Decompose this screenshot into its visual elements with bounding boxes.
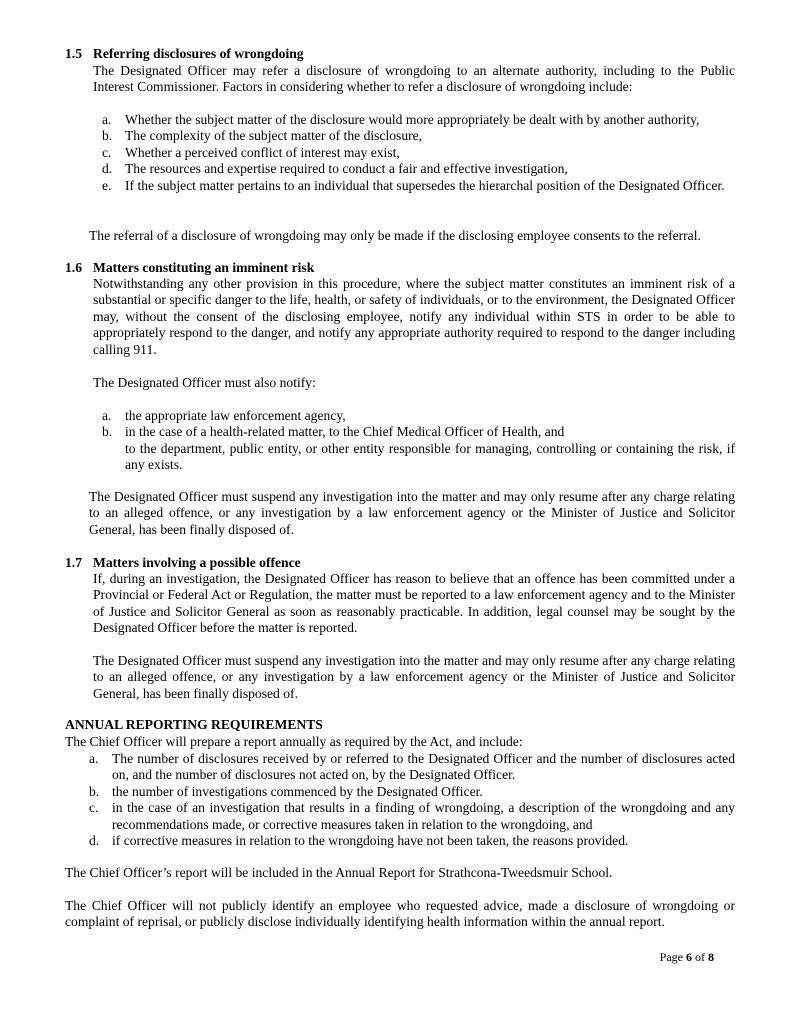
list-label: c. xyxy=(102,144,112,160)
page-total: 8 xyxy=(708,950,714,964)
section-1-5-list xyxy=(93,112,735,194)
annual-reporting-intro: The Chief Officer will prepare a report annually as required by the Act, and include: xyxy=(65,734,523,749)
list-label: a. xyxy=(102,408,112,423)
annual-report-paragraph: The Chief Officer’s report will be included in the Annual Report for Strathcona-Tweedsmuir School. xyxy=(65,865,613,880)
section-1-6-closing: The Designated Officer must suspend any investigation into the matter and may only resume after any charge relating to an alleged offence, or any investigation by a law enforcement agency or the Minister of Justice and Solicitor General, has been finally disposed of. xyxy=(89,489,735,537)
section-title: Referring disclosures of wrongdoing xyxy=(93,46,304,61)
section-1-6-list xyxy=(93,408,735,474)
list-item xyxy=(80,833,735,849)
list-text: if corrective measures in relation to the wrongdoing have not been taken, the reasons provided. xyxy=(112,833,629,849)
section-number: 1.5 xyxy=(65,46,82,61)
list-text: the number of investigations commenced by the Designated Officer. xyxy=(112,783,483,799)
list-label: a. xyxy=(89,751,99,766)
list-item xyxy=(93,161,735,177)
privacy-paragraph: The Chief Officer will not publicly identify an employee who requested advice, made a disclosure of wrongdoing or complaint of reprisal, or publicly disclose individually identifying health information within the annual report. xyxy=(65,898,735,930)
list-label: e. xyxy=(102,177,112,193)
list-text: Whether a perceived conflict of interest may exist, xyxy=(125,144,400,160)
section-title: Matters constituting an imminent risk xyxy=(93,260,315,275)
list-item xyxy=(93,112,735,128)
list-label: d. xyxy=(89,833,100,849)
list-item xyxy=(93,128,735,144)
list-item-continuation xyxy=(93,441,735,474)
section-1-5-intro: The Designated Officer may refer a disclosure of wrongdoing to an alternate authority, including to the Public Interest Commissioner. Factors in considering whether to refer a disclosure of wrongdoing include: xyxy=(93,63,735,95)
list-item xyxy=(80,751,735,784)
list-label: d. xyxy=(102,161,113,177)
section-1-6-notify-intro: The Designated Officer must also notify: xyxy=(93,375,316,390)
list-item xyxy=(80,784,735,800)
list-label: b. xyxy=(102,424,113,440)
section-1-6-heading xyxy=(65,260,735,276)
page-number xyxy=(660,949,714,965)
list-text: If the subject matter pertains to an individual that supersedes the hierarchal position of the Designated Officer. xyxy=(125,177,725,193)
list-text: The number of disclosures received by or referred to the Designated Officer and the number of disclosures acted on, and the number of disclosures not acted on, by the Designated Officer. xyxy=(112,751,735,783)
list-item xyxy=(93,424,735,440)
list-item xyxy=(93,408,735,424)
list-label: c. xyxy=(89,800,99,816)
list-label: a. xyxy=(102,112,112,127)
section-1-7-closing: The Designated Officer must suspend any investigation into the matter and may only resume after any charge relating to an alleged offence, or any investigation by a law enforcement agency or the Minister of Justice and Solicitor General, has been finally disposed of. xyxy=(93,653,735,701)
list-item xyxy=(93,145,735,161)
page-current: 6 xyxy=(686,950,692,964)
list-item xyxy=(80,800,735,833)
list-text: The complexity of the subject matter of the disclosure, xyxy=(125,128,423,144)
list-text: The resources and expertise required to conduct a fair and effective investigation, xyxy=(125,161,568,177)
list-text: in the case of an investigation that results in a finding of wrongdoing, a description of the wrongdoing and any recommendations made, or corrective measures taken in relation to the wrongdoing, and xyxy=(112,800,735,832)
list-item xyxy=(93,178,735,194)
section-title: Matters involving a possible offence xyxy=(93,555,301,570)
list-label: b. xyxy=(102,128,113,144)
page-of: of xyxy=(695,950,705,964)
page-prefix: Page xyxy=(659,950,683,964)
list-text: the appropriate law enforcement agency, xyxy=(125,408,346,423)
list-text: to the department, public entity, or other entity responsible for managing, controlling or containing the risk, if any exists. xyxy=(125,440,735,473)
section-1-7-intro: If, during an investigation, the Designated Officer has reason to believe that an offence has been committed under a Provincial or Federal Act or Regulation, the matter must be reported to a law enforcement agency and to the Minister of Justice and Solicitor General as soon as reasonably practicable. In addition, legal counsel may be sought by the Designated Officer before the matter is reported. xyxy=(93,571,735,636)
section-number: 1.7 xyxy=(65,555,82,570)
annual-reporting-heading: ANNUAL REPORTING REQUIREMENTS xyxy=(65,717,323,732)
section-number: 1.6 xyxy=(65,260,82,275)
section-1-7-heading xyxy=(65,555,735,571)
section-1-6-intro: Notwithstanding any other provision in this procedure, where the subject matter constitutes an imminent risk of a substantial or specific danger to the life, health, or safety of individuals, or to the environment, the Designated Officer may, without the consent of the disclosing employee, notify any individual within STS in order to be able to appropriately respond to the danger, and notify any appropriate authority required to respond to the danger including calling 911. xyxy=(93,276,735,357)
annual-reporting-list xyxy=(80,751,735,849)
list-text: in the case of a health-related matter, to the Chief Medical Officer of Health, and xyxy=(125,424,565,440)
section-1-5-closing: The referral of a disclosure of wrongdoing may only be made if the disclosing employee consents to the referral. xyxy=(89,228,701,243)
list-label: b. xyxy=(89,783,100,799)
list-text: Whether the subject matter of the disclosure would more appropriately be dealt with by another authority, xyxy=(125,112,700,127)
section-1-5-heading xyxy=(65,46,735,62)
